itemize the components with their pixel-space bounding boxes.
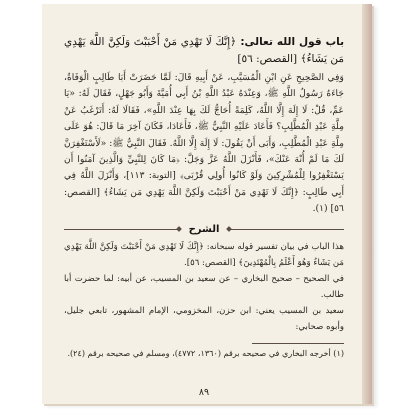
chapter-heading: [64, 34, 344, 68]
chapter-ayah: ﴿إِنَّكَ لَا تَهْدِي مَنْ أَحْبَبْتَ وَلَكِنَّ اللَّهَ يَهْدِي مَن يَشَاءُ﴾ [القصص: ٥٦]: [64, 36, 344, 65]
divider-line-left: [64, 229, 179, 230]
commentary-paragraph-2: في الصحيح – صحيح البخاري – عن سعيد بن المسيب، عن أبيه: لما حضرت أبا طالب.: [64, 273, 344, 300]
main-text: وَفِي الصَّحِيحِ عَنِ ابْنِ الْمُسَيَّبِ، عَنْ أَبِيهِ قَالَ: لَمَّا حَضَرَتْ أَبَا طَالِبٍ الْوَفَاةُ، جَاءَهُ رَسُولُ اللَّهِ ﷺ، وَعِنْدَهُ عَبْدُ اللَّهِ بْنُ أَبِي أُمَيَّةَ وَأَبُو جَهْلٍ، فَقَالَ لَهُ: «يَا عَمِّ، قُلْ: لَا إِلَهَ إِلَّا اللَّهُ، كَلِمَةً أُحَاجُّ لَكَ بِهَا عِنْدَ اللَّهِ»، فَقَالَا لَهُ: أَتَرْغَبُ عَنْ مِلَّةِ عَبْدِ الْمُطَّلِبِ؟ فَأَعَادَ عَلَيْهِ النَّبِيُّ ﷺ، فَأَعَادَا، فَكَانَ آخِرَ مَا قَالَ: هُوَ عَلَى مِلَّةِ عَبْدِ الْمُطَّلِبِ، وَأَبَى أَنْ يَقُولَ: لَا إِلَهَ إِلَّا اللَّهُ. فَقَالَ النَّبِيُّ ﷺ: «لَأَسْتَغْفِرَنَّ لَكَ مَا لَمْ أُنْهَ عَنْكَ»، فَأَنْزَلَ اللَّهُ عَزَّ وَجَلَّ: ﴿مَا كَانَ لِلنَّبِيِّ وَالَّذِينَ آمَنُوا أَن يَسْتَغْفِرُوا لِلْمُشْرِكِينَ وَلَوْ كَانُوا أُولِي قُرْبَى﴾ [التوبة: ١١٣]، وَأَنْزَلَ اللَّهُ فِي أَبِي طَالِبٍ: ﴿إِنَّكَ لَا تَهْدِي مَنْ أَحْبَبْتَ وَلَكِنَّ اللَّهَ يَهْدِي مَن يَشَاءُ﴾ [القصص: ٥٦] (١).: [64, 72, 344, 215]
divider-line-right: [229, 229, 344, 230]
divider-label: الشرح: [179, 224, 230, 235]
commentary-paragraph-1: هذا الباب في بيان تفسير قوله سبحانه: ﴿إِنَّكَ لَا تَهْدِي مَنْ أَحْبَبْتَ وَلَكِنَّ اللَّهَ يَهْدِي مَن يَشَاءُ وَهُوَ أَعْلَمُ بِالْمُهْتَدِينَ﴾ [القصص: ٥٦].: [64, 241, 344, 268]
footnote-rule: [252, 343, 344, 344]
commentary-paragraph-3: سعيد بن المسيب يعني: ابن حزن، المخزومي، الإمام المشهور، تابعي جليل، وأبوه صحابي:: [64, 305, 344, 332]
page-edge: [362, 4, 372, 404]
page-number: ٨٩: [198, 387, 210, 398]
section-divider: [64, 224, 344, 235]
page-content: [64, 34, 344, 396]
book-page: [42, 4, 372, 404]
chapter-title: باب قول الله تعالى:: [240, 36, 345, 48]
footnote: (١) أخرجه البخاري في صحيحه برقم (١٣٦٠، ٤٧٧٢)، ومسلم في صحيحه برقم (٢٤).: [67, 347, 344, 358]
